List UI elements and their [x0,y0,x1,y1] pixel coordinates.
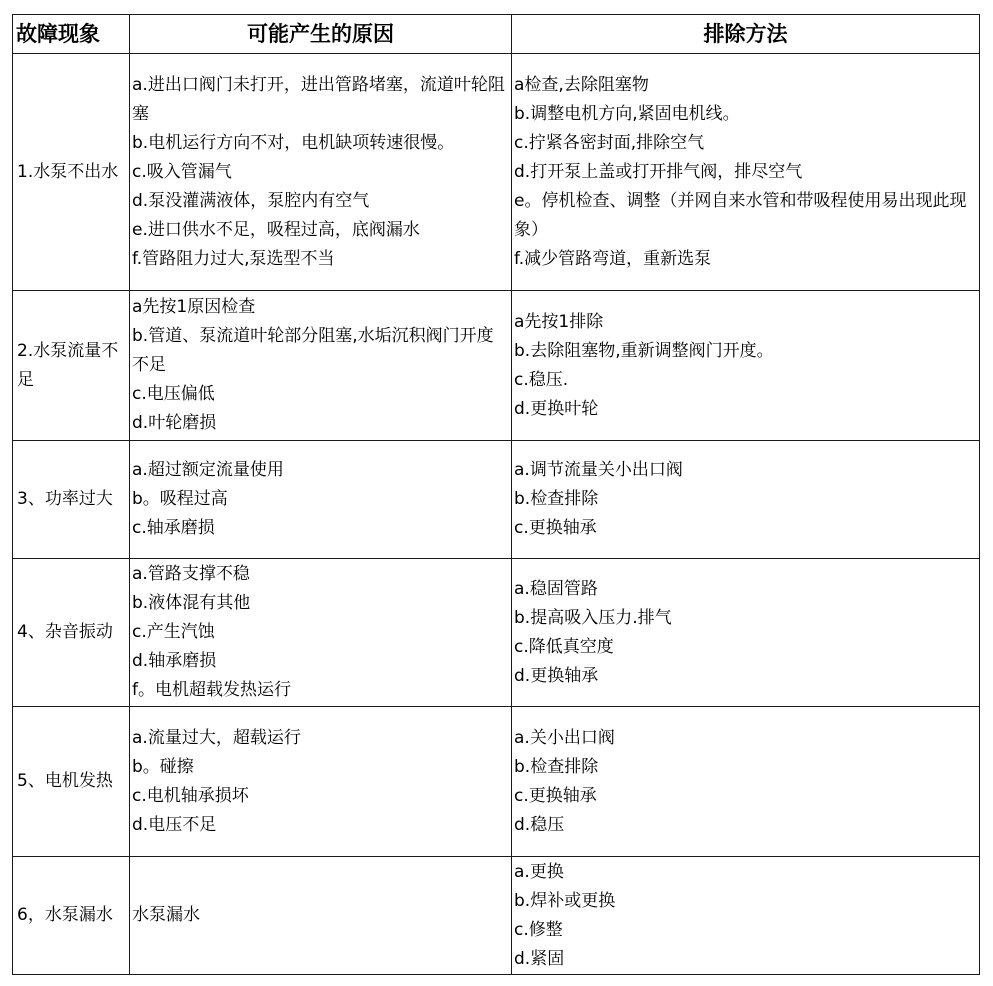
remedy-item: c.稳压. [514,369,569,390]
cause-item: d.叶轮磨损 [132,413,217,433]
symptom-cell: 4、杂音振动 [13,559,130,707]
cause-item: b.液体混有其他 [132,593,251,613]
symptom-cell: 1.水泵不出水 [13,54,130,291]
remedy-item: d.更换轴承 [514,665,599,686]
remedy-item: d.稳压 [514,814,565,835]
causes-cell [130,441,512,559]
causes-cell [130,559,512,707]
header-row [13,15,980,54]
cause-item: e.进口供水不足，吸程过高，底阀漏水 [132,219,420,240]
remedy-item: d.更换叶轮 [514,398,599,419]
symptom-cell: 2.水泵流量不足 [13,291,130,441]
remedy-item: d.紧固 [514,948,565,969]
remedy-item: c.降低真空度 [514,636,614,657]
remedies-cell [512,291,980,441]
cause-item: b。吸程过高 [132,489,228,509]
header-symptom: 故障现象 [13,15,130,54]
causes-cell [130,707,512,857]
cause-item: b.电机运行方向不对，电机缺项转速很慢。 [132,132,455,153]
cause-item: a.进出口阀门未打开，进出管路堵塞，流道叶轮阻塞 [132,74,505,124]
cause-item: c.电压偏低 [132,384,215,404]
causes-cell [130,857,512,975]
remedy-item: a先按1排除 [514,311,604,332]
remedies-cell [512,559,980,707]
cause-item: b。碰擦 [132,756,194,777]
cause-item: a.超过额定流量使用 [132,460,284,480]
remedy-item: b.提高吸入压力.排气 [514,607,672,628]
remedy-item: a.更换 [514,861,564,882]
table-row [13,441,980,559]
remedy-item: d.打开泵上盖或打开排气阀，排尽空气 [514,161,803,182]
remedy-item: f.减少管路弯道，重新选泵 [514,248,712,269]
remedies-cell [512,54,980,291]
cause-item: c.轴承磨损 [132,518,215,538]
remedy-item: b.去除阻塞物,重新调整阀门开度。 [514,340,774,361]
symptom-cell: 3、功率过大 [13,441,130,559]
remedy-item: a.调节流量关小出口阀 [514,460,683,480]
symptom-cell: 6，水泵漏水 [13,857,130,975]
remedies-cell [512,857,980,975]
cause-item: f。电机超载发热运行 [132,680,291,700]
table-row [13,54,980,291]
remedy-item: c.更换轴承 [514,785,597,806]
cause-item: f.管路阻力过大,泵选型不当 [132,248,335,269]
remedy-item: a.关小出口阀 [514,727,615,748]
cause-item: b.管道、泵流道叶轮部分阻塞,水垢沉积阀门开度不足 [132,326,494,375]
remedy-item: b.检查排除 [514,489,599,509]
cause-item: d.电压不足 [132,814,217,835]
fault-table [12,14,980,975]
cause-item: c.吸入管漏气 [132,161,232,182]
remedy-item: c.拧紧各密封面,排除空气 [514,132,705,153]
remedy-item: b.检查排除 [514,756,599,777]
cause-item: d.泵没灌满液体，泵腔内有空气 [132,190,370,211]
cause-item: a.流量过大，超载运行 [132,727,301,748]
remedy-item: c.更换轴承 [514,518,597,538]
header-remedies: 排除方法 [512,15,980,54]
causes-cell [130,54,512,291]
cause-item: a.管路支撑不稳 [132,564,250,584]
cause-item: c.产生汽蚀 [132,622,215,642]
table-row [13,857,980,975]
table-row [13,707,980,857]
symptom-cell: 5、电机发热 [13,707,130,857]
remedy-item: b.调整电机方向,紧固电机线。 [514,103,740,124]
cause-item: d.轴承磨损 [132,651,217,671]
remedy-item: c.修整 [514,919,563,940]
cause-item: a先按1原因检查 [132,297,256,317]
remedies-cell [512,707,980,857]
remedy-item: e。停机检查、调整（并网自来水管和带吸程使用易出现此现象） [514,190,967,240]
table-row [13,291,980,441]
cause-item: 水泵漏水 [132,905,200,925]
remedy-item: b.焊补或更换 [514,890,616,911]
causes-cell [130,291,512,441]
cause-item: c.电机轴承损坏 [132,785,249,806]
remedy-item: a.稳固管路 [514,578,598,599]
remedies-cell [512,441,980,559]
table-row [13,559,980,707]
remedy-item: a检查,去除阻塞物 [514,74,649,95]
header-causes: 可能产生的原因 [130,15,512,54]
